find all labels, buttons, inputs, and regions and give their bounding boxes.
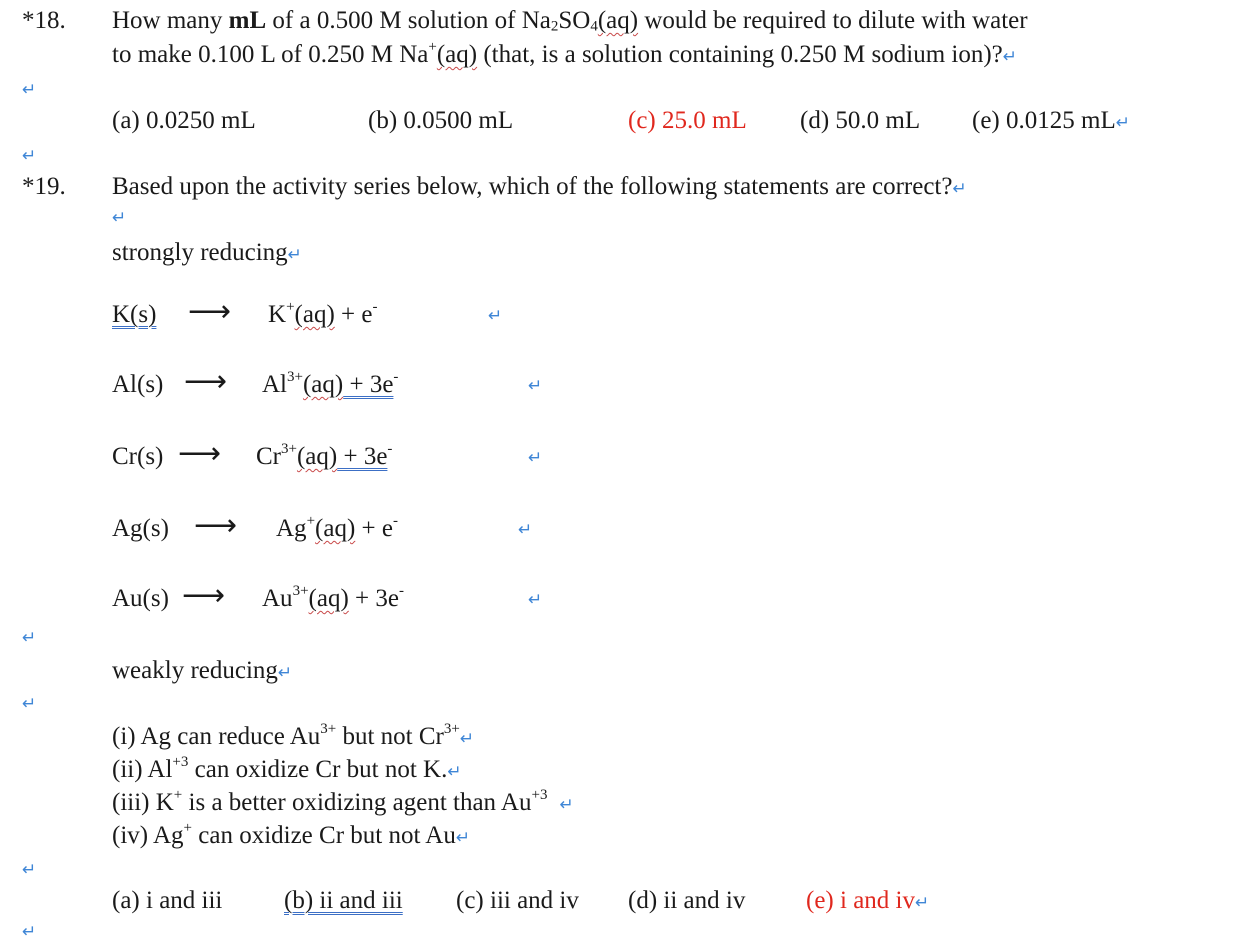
paragraph-mark-icon: ↵ <box>559 795 574 815</box>
paragraph-mark-icon: ↵ <box>488 306 503 326</box>
statement-iv: (iv) Ag+ can oxidize Cr but not Au↵ <box>112 819 471 849</box>
paragraph-mark-icon: ↵ <box>455 828 471 848</box>
series-au-ion: $Au^{3+}(aq) + 3e^-$ <box>262 582 404 612</box>
reaction-arrow-icon: ⟶ <box>188 294 232 329</box>
paragraph-mark-icon: ↵ <box>528 376 543 396</box>
reaction-arrow-icon: ⟶ <box>194 508 238 543</box>
reaction-arrow-icon: ⟶ <box>178 436 222 471</box>
paragraph-mark-icon: ↵ <box>22 922 37 942</box>
paragraph-mark-icon: ↵ <box>459 729 475 749</box>
series-al-metal: Al(s) <box>112 371 164 398</box>
paragraph-mark-icon: ↵ <box>287 245 302 265</box>
paragraph-mark-icon: ↵ <box>277 663 293 683</box>
reaction-arrow-icon: ⟶ <box>184 364 228 399</box>
series-au-metal: Au(s) <box>112 585 169 612</box>
q19-option-e-answer: (e) i and iv↵ <box>806 887 930 914</box>
paragraph-mark-icon: ↵ <box>22 146 37 166</box>
statement-ii: (ii) $Al^{+3}$ can oxidize Cr but not K.↵ <box>112 753 462 783</box>
paragraph-mark-icon: ↵ <box>22 628 37 648</box>
series-al-ion: $Al^{3+}(aq) + 3e^-$ <box>262 368 399 398</box>
q18-number: *18. <box>22 7 66 34</box>
q19-option-b: (b) ii and iii <box>284 887 403 914</box>
q18-question-line2: to make 0.100 L of 0.250 M Na+(aq) (that, is a solution containing 0.250 M sodium ion)?↵ <box>112 38 1018 68</box>
paragraph-mark-icon: ↵ <box>22 80 37 100</box>
paragraph-mark-icon: ↵ <box>952 179 967 199</box>
q19-question: Based upon the activity series below, which of the following statements are correct?↵ <box>112 173 967 200</box>
paragraph-mark-icon: ↵ <box>1115 113 1130 133</box>
paragraph-mark-icon: ↵ <box>1002 47 1018 67</box>
q19-option-a: (a) i and iii <box>112 887 223 914</box>
q18-option-c-answer: (c) 25.0 mL <box>628 107 747 134</box>
series-ag-metal: Ag(s) <box>112 515 169 542</box>
weakly-reducing-label: weakly reducing↵ <box>112 657 293 684</box>
reaction-arrow-icon: ⟶ <box>182 578 226 613</box>
q18-option-a: (a) 0.0250 mL <box>112 107 256 134</box>
q18-option-b: (b) 0.0500 mL <box>368 107 514 134</box>
q19-number: *19. <box>22 173 66 200</box>
paragraph-mark-icon: ↵ <box>112 208 127 228</box>
q19-option-c: (c) iii and iv <box>456 887 579 914</box>
series-k-ion: K+(aq) + e- <box>268 298 378 328</box>
paragraph-mark-icon: ↵ <box>22 860 37 880</box>
statement-iii: (iii) K+ is a better oxidizing agent than $Au^{+3}↵$ <box>112 786 574 816</box>
statement-i: (i) Ag can reduce $Au^{3+}$ but not $Cr^{3+}↵$ <box>112 720 475 750</box>
series-cr-metal: Cr(s) <box>112 443 164 470</box>
paragraph-mark-icon: ↵ <box>528 590 543 610</box>
q19-option-d: (d) ii and iv <box>628 887 746 914</box>
series-cr-ion: $Cr^{3+}(aq) + 3e^-$ <box>256 440 393 470</box>
q18-option-e: (e) 0.0125 mL↵ <box>972 107 1130 134</box>
strongly-reducing-label: strongly reducing↵ <box>112 239 302 266</box>
q18-option-d: (d) 50.0 mL <box>800 107 921 134</box>
series-ag-ion: Ag+(aq) + e- <box>276 512 398 542</box>
paragraph-mark-icon: ↵ <box>518 520 533 540</box>
paragraph-mark-icon: ↵ <box>22 694 37 714</box>
series-k-metal: K(s) <box>112 301 157 328</box>
paragraph-mark-icon: ↵ <box>447 762 462 782</box>
paragraph-mark-icon: ↵ <box>528 448 543 468</box>
paragraph-mark-icon: ↵ <box>914 893 930 913</box>
q18-question-line1: How many mL of a 0.500 M solution of $Na_2SO_4(aq)$ would be required to dilute with water <box>112 7 1028 35</box>
